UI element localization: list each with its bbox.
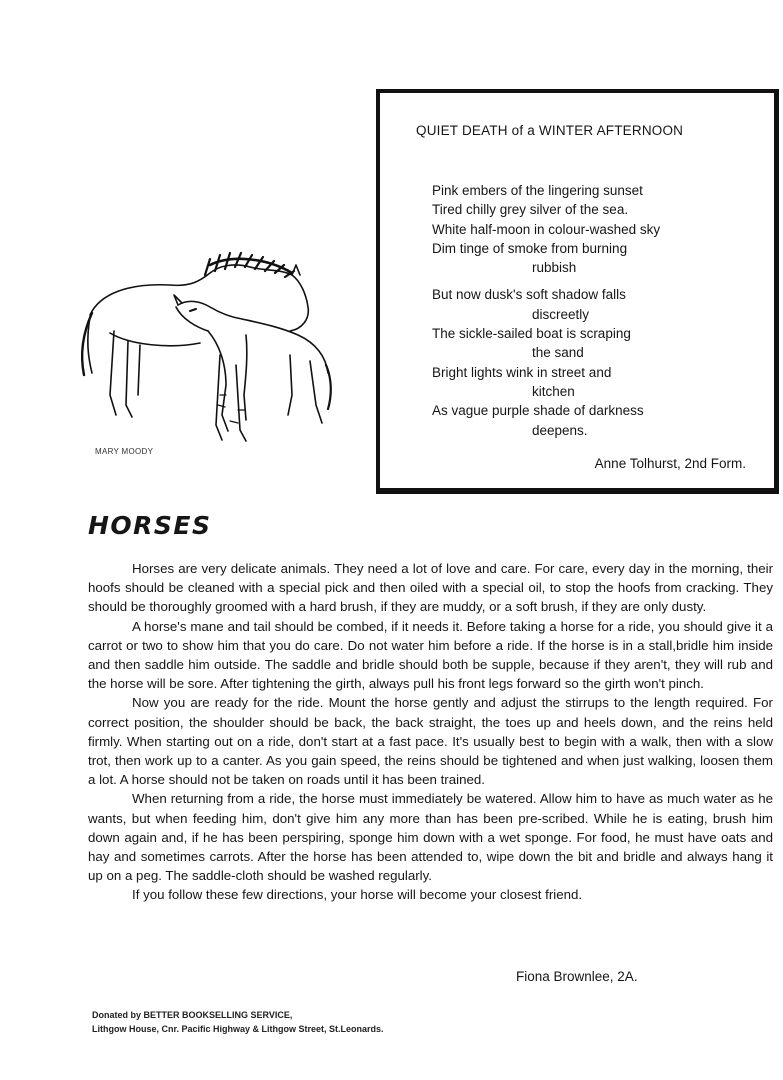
article-paragraph: If you follow these few directions, your horse will become your closest friend. bbox=[132, 887, 583, 903]
article-paragraph: Now you are ready for the ride. Mount the horse gently and adjust the stirrups to the length required. For correct position, the shoulder should be back, the back straight, the toes up and heels down, and the reins held firmly. When starting out on a ride, don't start at a fast pace. It's usually best to begin with a walk, then with a slow trot, then work up to a canter. As you gain speed, the reins should be tightened and when just walking, loosen them a lot. A horse should not be taken on roads until it has been trained. bbox=[88, 695, 773, 788]
poem-line: Bright lights wink in street and bbox=[432, 364, 612, 380]
poem-line: kitchen bbox=[532, 383, 575, 399]
poem-line: deepens. bbox=[532, 422, 588, 438]
donation-footer bbox=[92, 1008, 384, 1036]
horses-illustration bbox=[70, 245, 350, 460]
article-author: Fiona Brownlee, 2A. bbox=[516, 969, 638, 984]
poem-line: As vague purple shade of darkness bbox=[432, 403, 644, 419]
article-paragraph: A horse's mane and tail should be combed, if it needs it. Before taking a horse for a ride, you should give it a carrot or two to show him that you do care. Do not water him before a ride. If the horse is in a stall,bridle him inside and then saddle him outside. The saddle and bridle should both be supple, because if they aren't, they will rub and the horse will be sore. After tightening the girth, always pull his front legs forward so the girth won't pinch. bbox=[88, 618, 773, 692]
poem-line: Tired chilly grey silver of the sea. bbox=[432, 202, 629, 218]
poem-line: Pink embers of the lingering sunset bbox=[432, 183, 643, 198]
article-paragraph: When returning from a ride, the horse must immediately be watered. Allow him to have as much water as he wants, but when feeding him, don't give him any more than has been pre-scribed. While he is eating, brush him down again and, if he has been perspiring, sponge him down with a wet sponge. For food, he must have oats and hay and sometimes carrots. After the horse has been attended to, wipe down the bit and bridle and always hang it up on a peg. The saddle-cloth should be washed regularly. bbox=[88, 791, 773, 884]
poem-line: the sand bbox=[532, 345, 584, 361]
poem-title: QUIET DEATH of a WINTER AFTERNOON bbox=[416, 123, 684, 138]
article-paragraph: Horses are very delicate animals. They need a lot of love and care. For care, every day in the morning, their hoofs should be cleaned with a special pick and then oiled with a special oil, to stop the hoofs from cracking. They should be thoroughly groomed with a hard brush, if they are muddy, or a soft brush, if they are only dusty. bbox=[88, 561, 773, 615]
footer-line: Donated by BETTER BOOKSELLING SERVICE, bbox=[92, 1010, 293, 1020]
poem-lines bbox=[432, 181, 660, 440]
article-heading: HORSES bbox=[88, 511, 212, 540]
poem-line: White half-moon in colour-washed sky bbox=[432, 221, 661, 237]
poem-line: The sickle-sailed boat is scraping bbox=[432, 326, 631, 342]
poem-line: rubbish bbox=[532, 260, 577, 276]
poem-box bbox=[376, 89, 779, 494]
poem-line: discreetly bbox=[532, 306, 590, 322]
poem-line: But now dusk's soft shadow falls bbox=[432, 287, 626, 303]
footer-line: Lithgow House, Cnr. Pacific Highway & Lithgow Street, St.Leonards. bbox=[92, 1024, 384, 1034]
article-body bbox=[88, 559, 773, 905]
illustration-credit: MARY MOODY bbox=[95, 447, 154, 456]
poem-author: Anne Tolhurst, 2nd Form. bbox=[594, 456, 746, 471]
poem-line: Dim tinge of smoke from burning bbox=[432, 240, 628, 256]
